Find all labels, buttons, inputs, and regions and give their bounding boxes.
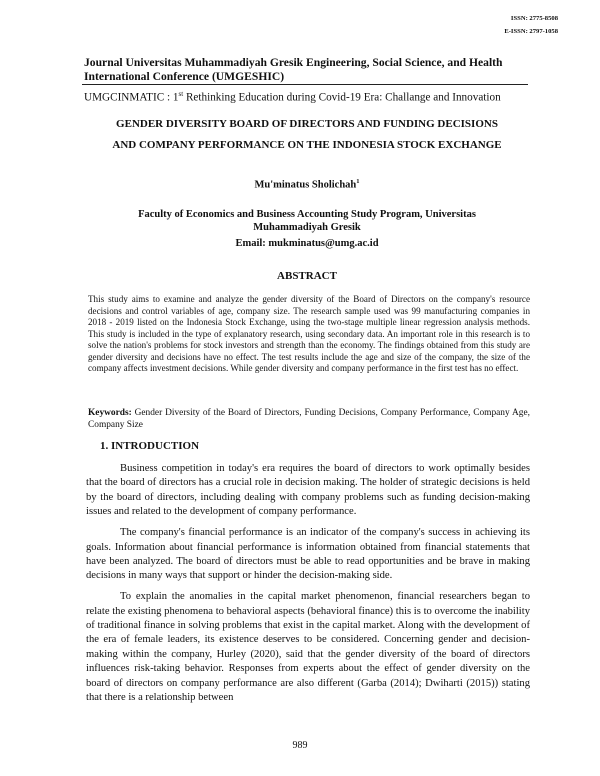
author-superscript: 1 <box>356 178 360 185</box>
conference-suffix: Rethinking Education during Covid-19 Era: Challange and Innovation <box>183 91 501 104</box>
abstract-text: This study aims to examine and analyze the gender diversity of the Board of Directors on the company's resource decisions and control variables of age, company size. The research sample used was 99 manufacturing companies in 2018 - 2019 listed on the Indonesia Stock Exchange, using the two-stage multiple linear regression analysis methods. This study is included in the type of explanatory research, using secondary data. An important role in this research is to solve the nation's problems for stock investors and strength than the economy. The findings obtained from this study are gender diversity and decisions have no effect. The test results include the age and size of the company, the size of the company affects investment decisions. While gender diversity and company performance in the first test has no effect. <box>88 294 530 373</box>
paper-title-line-2: AND COMPANY PERFORMANCE ON THE INDONESIA STOCK EXCHANGE <box>112 139 502 151</box>
author-email: Email: mukminatus@umg.ac.id <box>235 238 379 249</box>
author-affiliation: Faculty of Economics and Business Accounting Study Program, Universitas Muhammadiyah Gresik <box>138 209 476 233</box>
introduction-body <box>86 462 530 712</box>
paper-title-line-1: GENDER DIVERSITY BOARD OF DIRECTORS AND FUNDING DECISIONS <box>116 118 498 130</box>
journal-name: Journal Universitas Muhammadiyah Gresik Engineering, Social Science, and Health International Conference (UMGESHIC) <box>84 56 503 83</box>
header-divider <box>82 84 528 85</box>
paper-title <box>82 114 532 156</box>
e-issn: E-ISSN: 2797-1058 <box>504 28 558 35</box>
body-paragraph: To explain the anomalies in the capital market phenomenon, financial researchers began to relate the existing phenomena to behavioral aspects (behavioral finance) this is to overcome the inability of traditional finance in solving problems that exist in the capital market. Along with the development of the era of female leaders, its existence deserves to be considered. Concerning gender and decision-making within the company, Hurley (2020), said that the gender diversity of the board of directors influences risk-taking behavior. Responses from experts about the effect of gender diversity on the board of directors on company performance are also different (Garba (2014); Dwiharti (2015)) stating that there is a relationship between <box>86 591 530 704</box>
section-heading-introduction: 1. INTRODUCTION <box>100 440 200 452</box>
conference-prefix: UMGCINMATIC : 1 <box>84 91 179 104</box>
conference-superscript: st <box>178 90 184 98</box>
issn: ISSN: 2775-8508 <box>510 15 558 22</box>
keywords <box>88 408 530 431</box>
abstract-heading: ABSTRACT <box>277 270 337 282</box>
keywords-list: Gender Diversity of the Board of Directors, Funding Decisions, Company Performance, Company Age, Company Size <box>88 408 530 430</box>
author-text: Mu'minatus Sholichah <box>254 179 357 191</box>
page-number: 989 <box>292 740 308 751</box>
author-name <box>82 178 532 191</box>
keywords-label: Keywords: <box>88 408 132 418</box>
conference-line <box>84 87 534 105</box>
issn-block <box>504 12 558 38</box>
body-paragraph: The company's financial performance is an indicator of the company's success in achieving its goals. Information about financial performance is information obtained from financial statements that have been analyzed. The board of directors must be able to read opportunities and be brave in making decisions in many ways that support or hinder the decision-making side. <box>86 527 530 582</box>
body-paragraph: Business competition in today's era requires the board of directors to work optimally besides that the board of directors has a crucial role in decision making. The holder of strategic decisions is held by the board of directors, including dealing with company problems such as funding decision-making issues and related to the development of company performance. <box>86 463 530 518</box>
